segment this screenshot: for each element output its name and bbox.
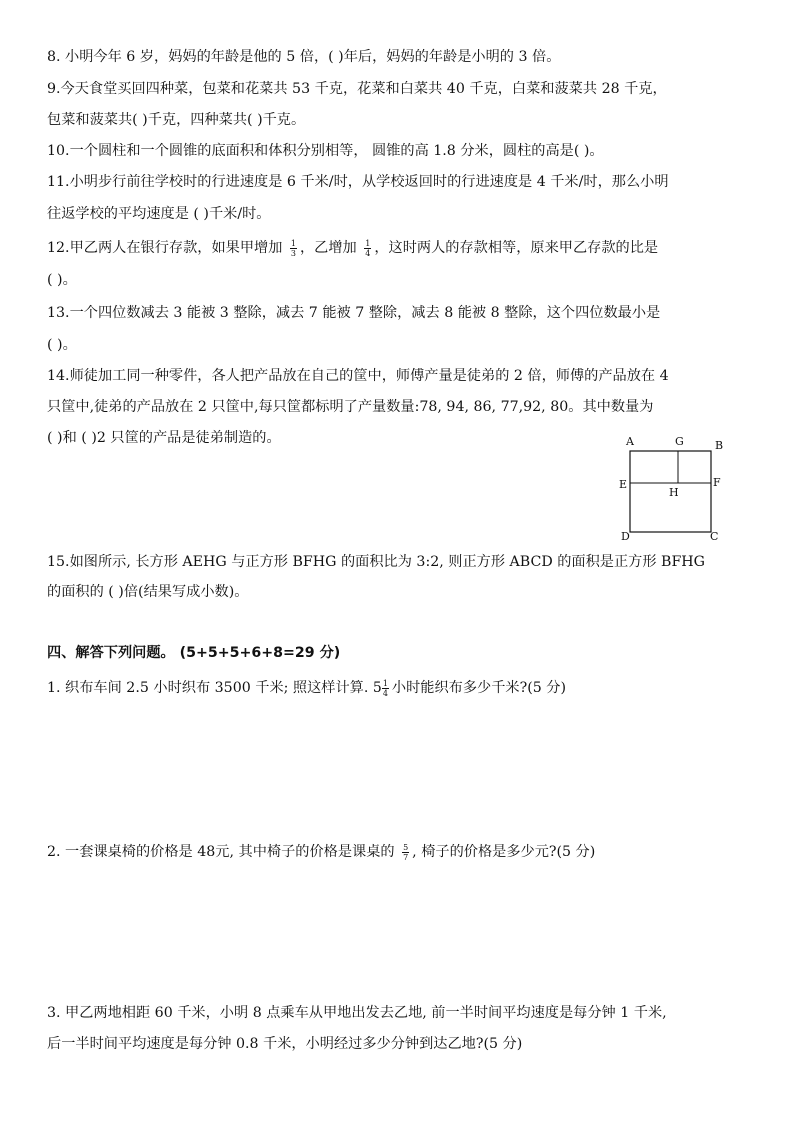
question-15-line-2: 的面积的 ( )倍(结果写成小数)。 <box>47 584 249 600</box>
question-9-line-2: 包菜和菠菜共( )千克，四种菜共( )千克。 <box>47 112 306 128</box>
fraction-denominator: 4 <box>382 688 388 698</box>
fraction-numerator: 5 <box>403 842 409 852</box>
question-14-line-2: 只筐中,徒弟的产品放在 2 只筐中,每只筐都标明了产量数量:78, 94, 86, 77,92, 80。其中数量为 <box>47 399 654 415</box>
problem-3-line-1: 3. 甲乙两地相距 60 千米，小明 8 点乘车从甲地出发去乙地, 前一半时间平均速度是每分钟 1 千米, <box>47 1005 667 1021</box>
section-4-heading: 四、解答下列问题。 (5+5+5+6+8=29 分) <box>47 645 341 661</box>
question-13-line-2: ( )。 <box>47 337 77 353</box>
fraction-numerator: 1 <box>365 238 371 248</box>
problem-1 <box>47 678 566 698</box>
question-13-line-1: 13.一个四位数减去 3 能被 3 整除，减去 7 能被 7 整除，减去 8 能被 8 整除，这个四位数最小是 <box>47 305 661 321</box>
question-11-line-2: 往返学校的平均速度是 ( )千米/时。 <box>47 206 271 222</box>
fraction-denominator: 3 <box>290 248 296 258</box>
label-f: F <box>713 476 721 489</box>
question-8: 8. 小明今年 6 岁，妈妈的年龄是他的 5 倍，( )年后，妈妈的年龄是小明的 3 倍。 <box>47 49 561 65</box>
question-14-line-3: ( )和 ( )2 只筐的产品是徒弟制造的。 <box>47 430 281 446</box>
question-12-line-2: ( )。 <box>47 272 77 288</box>
q12-text-post: ，这时两人的存款相等，原来甲乙存款的比是 <box>374 240 659 256</box>
fraction-five-sevenths <box>402 843 409 862</box>
p1-text-pre: 1. 织布车间 2.5 小时织布 3500 千米; 照这样计算. <box>47 680 373 696</box>
problem-3-line-2: 后一半时间平均速度是每分钟 0.8 千米，小明经过多少分钟到达乙地?(5 分) <box>47 1036 523 1052</box>
label-c: C <box>710 530 719 540</box>
question-15-line-1: 15.如图所示, 长方形 AEHG 与正方形 BFHG 的面积比为 3:2, 则正方形 ABCD 的面积是正方形 BFHG <box>47 554 706 570</box>
question-14-line-1: 14.师徒加工同一种零件，各人把产品放在自己的筐中，师傅产量是徒弟的 2 倍，师傅的产品放在 4 <box>47 368 669 384</box>
fraction-one-quarter <box>382 679 389 698</box>
fraction-one-quarter <box>364 239 371 258</box>
label-e: E <box>619 478 628 491</box>
question-11-line-1: 11.小明步行前往学校时的行进速度是 6 千米/时，从学校返回时的行进速度是 4 千米/时，那么小明 <box>47 174 669 190</box>
label-d: D <box>621 530 630 540</box>
question-9-line-1: 9.今天食堂买回四种菜，包菜和花菜共 53 千克，花菜和白菜共 40 千克，白菜和菠菜共 28 千克， <box>47 81 667 97</box>
fraction-numerator: 1 <box>382 678 388 688</box>
fraction-denominator: 7 <box>403 852 409 862</box>
question-12-line-1 <box>47 238 658 258</box>
p2-text-post: , 椅子的价格是多少元?(5 分) <box>412 844 596 860</box>
label-h: H <box>669 486 679 499</box>
fraction-numerator: 1 <box>290 238 296 248</box>
problem-2 <box>47 842 595 862</box>
label-a: A <box>626 435 634 448</box>
p1-text-post: 小时能织布多少千米?(5 分) <box>391 680 566 696</box>
geometry-figure <box>614 432 734 540</box>
fraction-denominator: 4 <box>365 248 371 258</box>
q12-text-mid: ，乙增加 <box>299 240 362 256</box>
mixed-number-whole: 5 <box>372 680 382 696</box>
p2-text-pre: 2. 一套课桌椅的价格是 48元, 其中椅子的价格是课桌的 <box>47 844 400 860</box>
fraction-one-third <box>290 239 297 258</box>
q12-text-pre: 12.甲乙两人在银行存款，如果甲增加 <box>47 240 287 256</box>
label-b: B <box>715 439 724 452</box>
label-g: G <box>675 435 684 448</box>
question-10: 10.一个圆柱和一个圆锥的底面积和体积分别相等， 圆锥的高 1.8 分米，圆柱的高是( )。 <box>47 143 604 159</box>
